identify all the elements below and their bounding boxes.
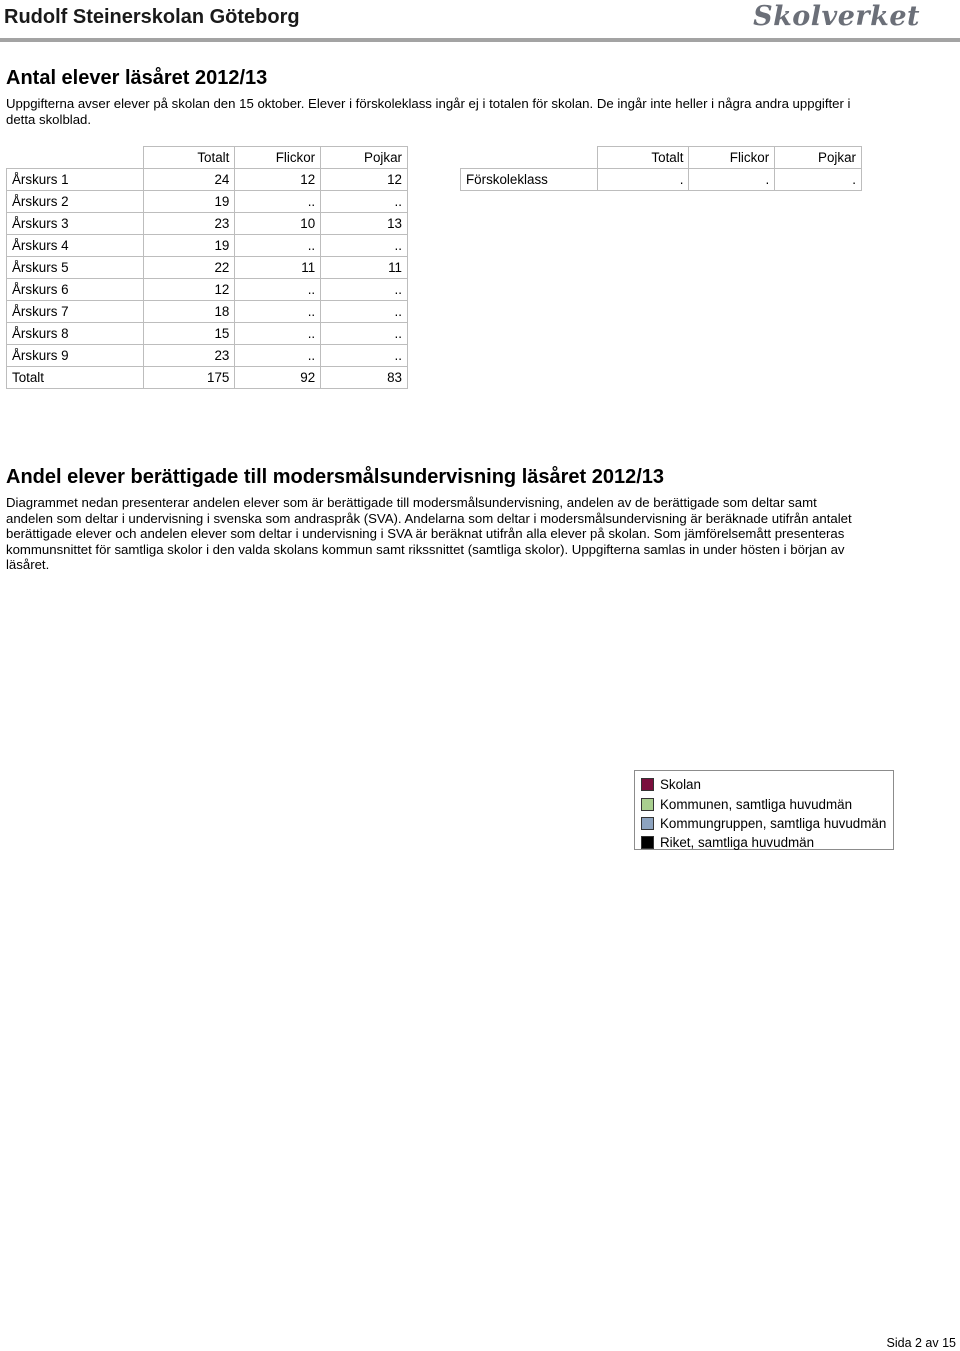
table-cell: 19: [143, 235, 235, 257]
legend-label: Kommungruppen, samtliga huvudmän: [660, 815, 887, 831]
legend-item: [641, 814, 893, 833]
header-spacer: [461, 147, 598, 169]
table-cell: 22: [143, 257, 235, 279]
header-divider: [0, 38, 960, 42]
column-header-totalt: Totalt: [143, 147, 235, 169]
row-label: Årskurs 3: [7, 213, 144, 235]
table-cell: 12: [321, 169, 408, 191]
table-row: [7, 345, 408, 367]
row-label: Årskurs 5: [7, 257, 144, 279]
header-spacer: [7, 147, 144, 169]
table-cell: ..: [321, 279, 408, 301]
legend-label: Skolan: [660, 777, 701, 793]
table-row: [7, 323, 408, 345]
legend-swatch: [641, 836, 654, 849]
row-label: Årskurs 8: [7, 323, 144, 345]
table-cell: ..: [235, 235, 321, 257]
table-row: [7, 235, 408, 257]
table-cell: 23: [143, 345, 235, 367]
table-row: [461, 169, 862, 191]
table-row: [7, 213, 408, 235]
table-cell: 83: [321, 367, 408, 389]
section-title-antal-elever: Antal elever läsåret 2012/13: [6, 67, 268, 89]
row-label: Årskurs 6: [7, 279, 144, 301]
table-row: [7, 169, 408, 191]
legend-label: Kommunen, samtliga huvudmän: [660, 796, 853, 812]
table-cell: 13: [321, 213, 408, 235]
table-cell: ..: [235, 301, 321, 323]
page-header: [0, 0, 960, 38]
table-row: [7, 301, 408, 323]
table-cell: ..: [321, 301, 408, 323]
table-cell: 11: [321, 257, 408, 279]
column-header-pojkar: Pojkar: [775, 147, 862, 169]
legend-item: [641, 794, 893, 813]
table-cell: ..: [235, 345, 321, 367]
table-cell: 11: [235, 257, 321, 279]
table-cell: 12: [143, 279, 235, 301]
legend-swatch: [641, 817, 654, 830]
table-cell: 19: [143, 191, 235, 213]
row-label: Årskurs 4: [7, 235, 144, 257]
table-row: [7, 367, 408, 389]
grade-table: [6, 146, 408, 389]
legend-swatch: [641, 798, 654, 811]
table-cell: ..: [321, 235, 408, 257]
table-cell: 175: [143, 367, 235, 389]
school-name: Rudolf Steinerskolan Göteborg: [4, 6, 300, 28]
page-number: Sida 2 av 15: [886, 1336, 956, 1350]
column-header-flickor: Flickor: [235, 147, 321, 169]
table-cell: ..: [321, 191, 408, 213]
section-intro-antal-elever: Uppgifterna avser elever på skolan den 15 oktober. Elever i förskoleklass ingår ej i totalen för skolan. De ingår inte heller i några andra uppgifter i detta skolblad.: [6, 96, 851, 127]
legend-swatch: [641, 778, 654, 791]
table-cell: .: [775, 169, 862, 191]
skolverket-logo: Skolverket: [753, 1, 920, 32]
table-cell: .: [689, 169, 775, 191]
row-label: Årskurs 7: [7, 301, 144, 323]
table-cell: ..: [235, 191, 321, 213]
column-header-pojkar: Pojkar: [321, 147, 408, 169]
column-header-flickor: Flickor: [689, 147, 775, 169]
table-cell: ..: [321, 323, 408, 345]
legend-item: [641, 833, 893, 852]
table-cell: 18: [143, 301, 235, 323]
table-cell: ..: [235, 279, 321, 301]
row-label: Förskoleklass: [461, 169, 598, 191]
table-cell: 92: [235, 367, 321, 389]
section-title-modersmal: Andel elever berättigade till modersmålsundervisning läsåret 2012/13: [6, 466, 665, 488]
section-intro-modersmal: Diagrammet nedan presenterar andelen elever som är berättigade till modersmålsundervisning, andelen av de berättigade som deltar samt andelen som deltar i undervisning i svenska som andraspråk (SVA). Andelarna som deltar i modersmålsundervisning är beräknade utifrån antalet berättigade elever och andelen elever som deltar i undervisning i SVA är beräknat utifrån alla elever på skolan. Som jämförelsemått presenteras kommunsnittet för samtliga skolor i den valda skolans kommun samt rikssnittet (samtliga skolor). Uppgifterna samlas in under hösten i början av läsåret.: [6, 495, 852, 572]
table-cell: 12: [235, 169, 321, 191]
table-row: [7, 279, 408, 301]
row-label: Årskurs 2: [7, 191, 144, 213]
column-header-totalt: Totalt: [597, 147, 689, 169]
row-label: Totalt: [7, 367, 144, 389]
table-row: [7, 257, 408, 279]
preschool-table-header: [461, 147, 862, 169]
legend-item: [641, 775, 893, 794]
table-cell: 24: [143, 169, 235, 191]
table-cell: ..: [321, 345, 408, 367]
table-cell: 23: [143, 213, 235, 235]
row-label: Årskurs 1: [7, 169, 144, 191]
row-label: Årskurs 9: [7, 345, 144, 367]
legend-label: Riket, samtliga huvudmän: [660, 835, 815, 851]
table-cell: 15: [143, 323, 235, 345]
table-row: [7, 191, 408, 213]
table-cell: ..: [235, 323, 321, 345]
chart-legend: [634, 770, 894, 850]
grade-table-header: [7, 147, 408, 169]
table-cell: 10: [235, 213, 321, 235]
preschool-table: [460, 146, 862, 191]
table-cell: .: [597, 169, 689, 191]
